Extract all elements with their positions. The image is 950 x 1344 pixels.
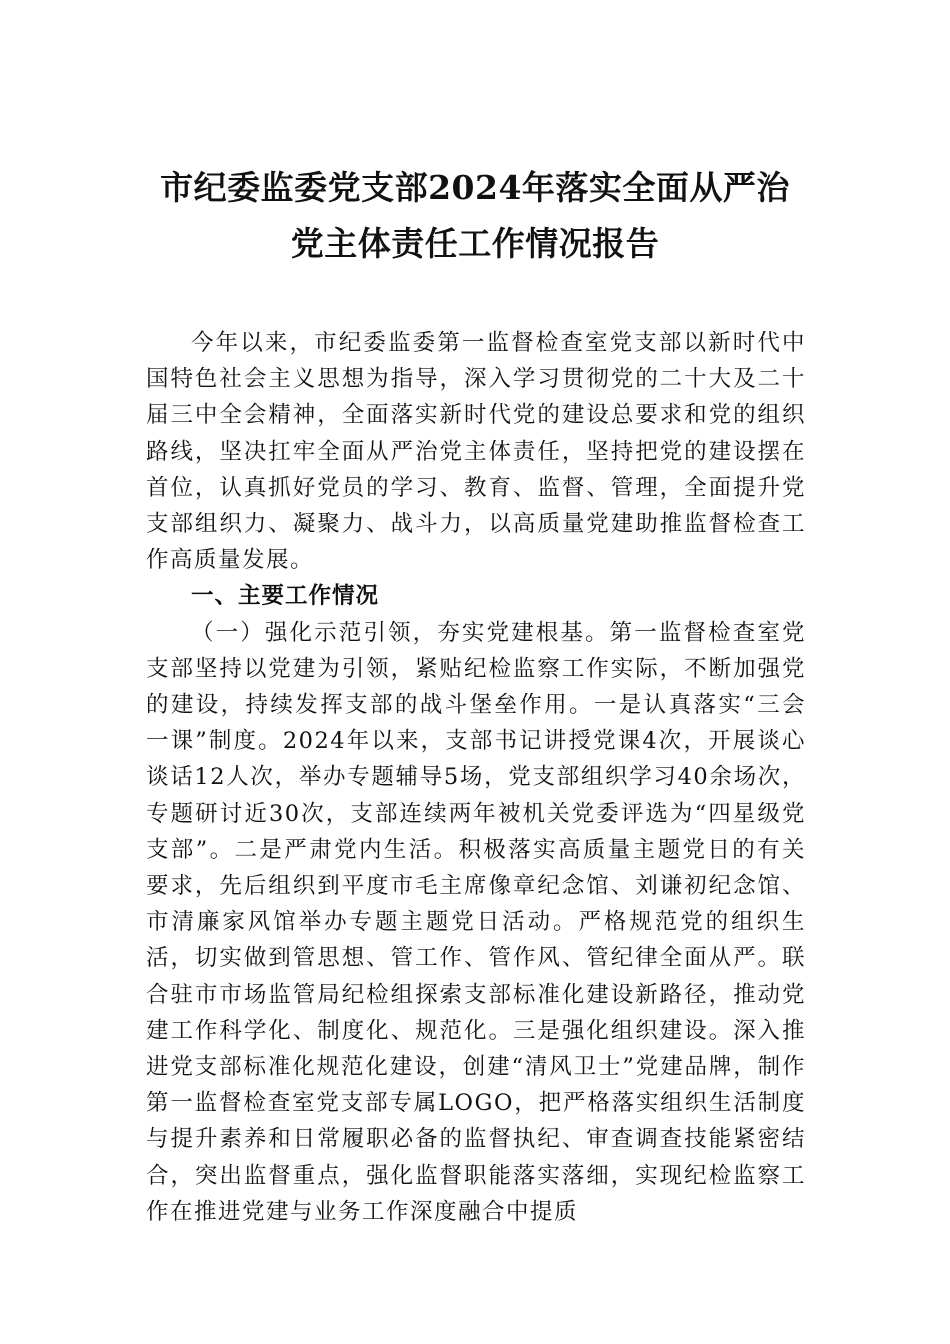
subsection-body-1: 第一监督检查室党支部坚持以党建为引领，紧贴纪检监察工作实际，不断加强党的建设，持续发挥支部的战斗堡垒作用。一是认真落实“三会一课”制度。2024年以来，支部书记讲授党课4次，开展谈心谈话12人次，举办专题辅导5场，党支部组织学习40余场次，专题研讨近30次，支部连续两年被机关党委评选为“四星级党支部”。二是严肃党内生活。积极落实高质量主题党日的有关要求，先后组织到平度市毛主席像章纪念馆、刘谦初纪念馆、市清廉家风馆举办专题主题党日活动。严格规范党的组织生活，切实做到管思想、管工作、管作风、管纪律全面从严。联合驻市市场监管局纪检组探索支部标准化建设新路径，推动党建工作科学化、制度化、规范化。三是强化组织建设。深入推进党支部标准化规范化建设，创建“清风卫士”党建品牌，制作第一监督检查室党支部专属LOGO，把严格落实组织生活制度与提升素养和日常履职必备的监督执纪、审查调查技能紧密结合，突出监督重点，强化监督职能落实落细，实现纪检监察工作在推进党建与业务工作深度融合中提质 [146, 619, 806, 1225]
intro-paragraph: 今年以来，市纪委监委第一监督检查室党支部以新时代中国特色社会主义思想为指导，深入学习贯彻党的二十大及二十届三中全会精神，全面落实新时代党的建设总要求和党的组织路线，坚决扛牢全面从严治党主体责任，坚持把党的建设摆在首位，认真抓好党员的学习、教育、监督、管理，全面提升党支部组织力、凝聚力、战斗力，以高质量党建助推监督检查工作高质量发展。 [146, 330, 806, 574]
subsection-paragraph-1 [146, 615, 806, 1230]
subsection-heading-1: （一）强化示范引领，夯实党建根基。 [191, 619, 610, 646]
title-line-1: 市纪委监委党支部2024年落实全面从严治 [160, 168, 790, 207]
document-body [146, 325, 806, 1230]
document-title [120, 160, 830, 272]
section-heading-main-work: 一、主要工作情况 [191, 583, 380, 610]
title-line-2: 党主体责任工作情况报告 [290, 224, 660, 263]
